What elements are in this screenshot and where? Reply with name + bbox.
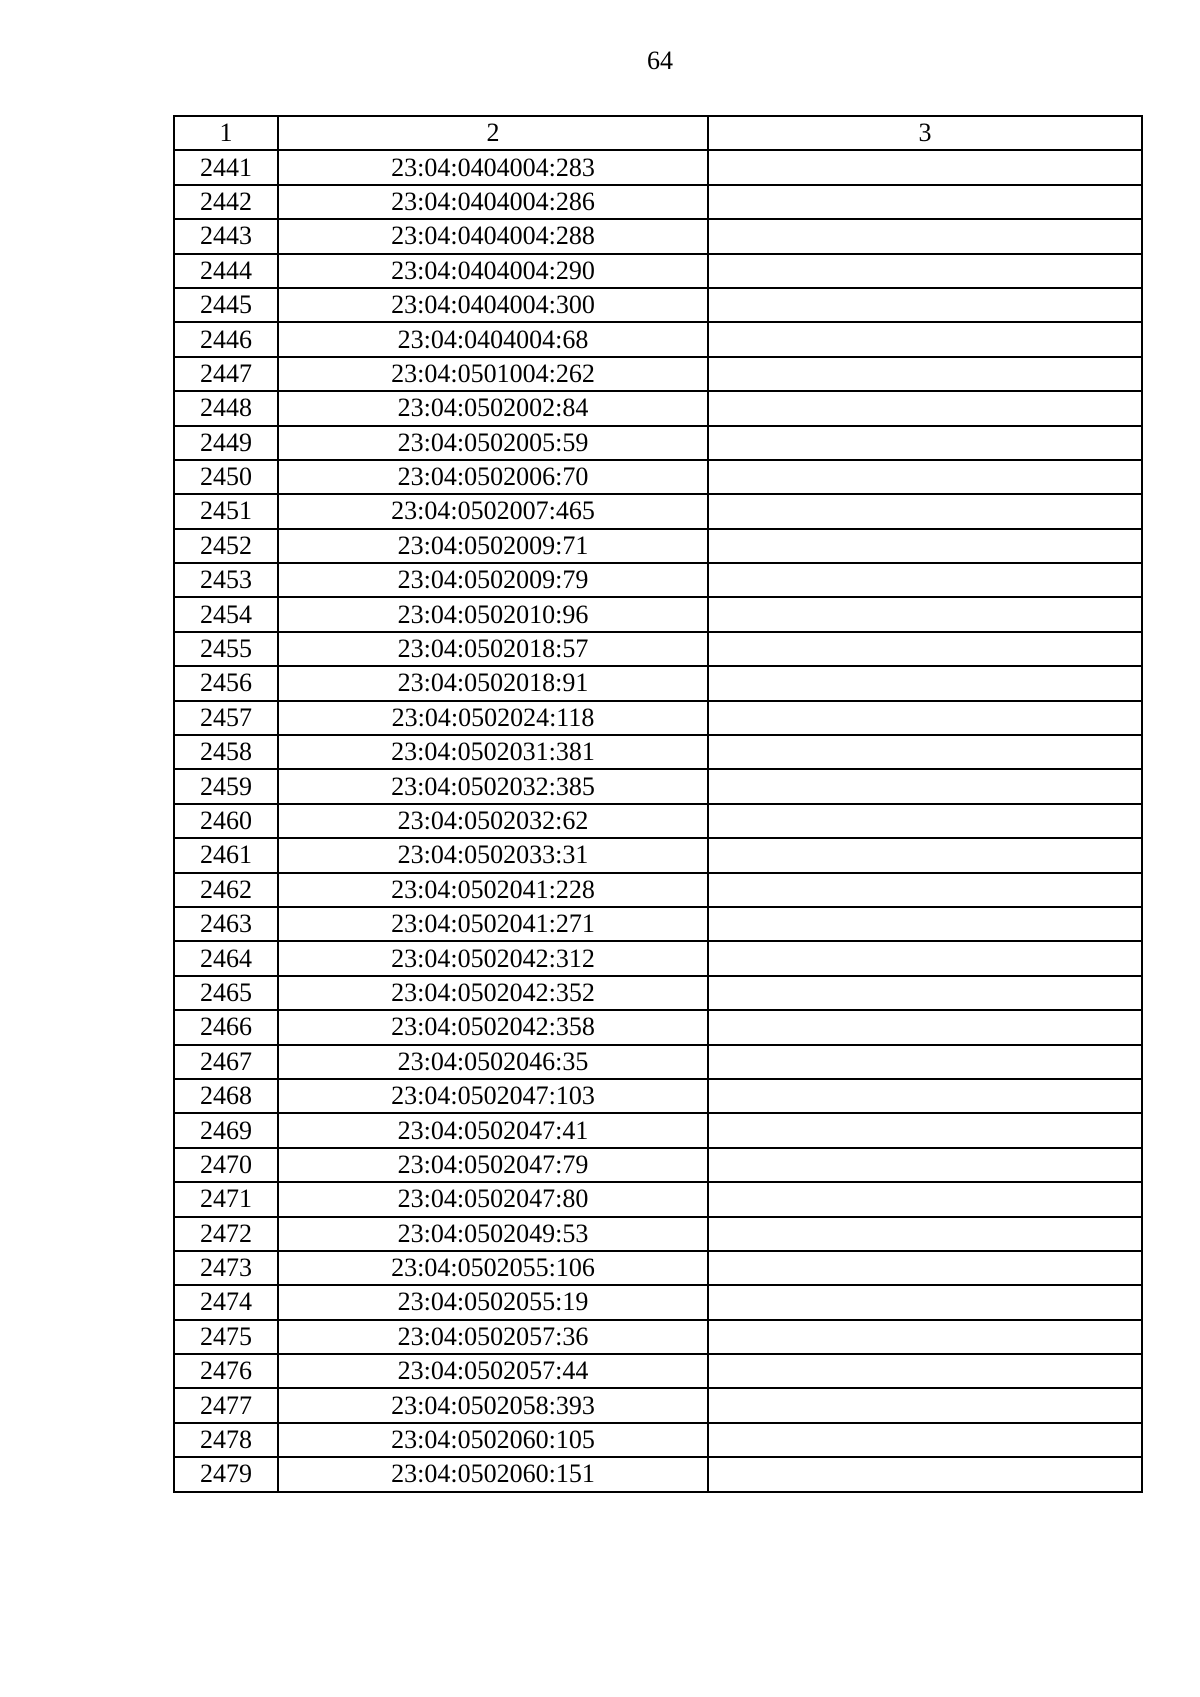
table-row <box>174 1148 1142 1182</box>
empty-cell <box>708 529 1142 563</box>
column-header-3: 3 <box>708 116 1142 150</box>
table-row <box>174 563 1142 597</box>
cadastral-number-cell: 23:04:0502009:71 <box>278 529 708 563</box>
row-number-cell: 2463 <box>174 907 278 941</box>
empty-cell <box>708 1148 1142 1182</box>
table-row <box>174 1182 1142 1216</box>
row-number-cell: 2446 <box>174 322 278 356</box>
empty-cell <box>708 254 1142 288</box>
empty-cell <box>708 838 1142 872</box>
empty-cell <box>708 563 1142 597</box>
table-row <box>174 907 1142 941</box>
row-number-cell: 2454 <box>174 597 278 631</box>
cadastral-number-cell: 23:04:0502007:465 <box>278 494 708 528</box>
table-body <box>174 116 1142 1492</box>
row-number-cell: 2467 <box>174 1045 278 1079</box>
cadastral-number-cell: 23:04:0502005:59 <box>278 426 708 460</box>
row-number-cell: 2445 <box>174 288 278 322</box>
cadastral-number-cell: 23:04:0502018:91 <box>278 666 708 700</box>
cadastral-number-cell: 23:04:0502042:312 <box>278 941 708 975</box>
table-row <box>174 873 1142 907</box>
empty-cell <box>708 735 1142 769</box>
row-number-cell: 2462 <box>174 873 278 907</box>
empty-cell <box>708 941 1142 975</box>
cadastral-number-cell: 23:04:0502041:271 <box>278 907 708 941</box>
row-number-cell: 2474 <box>174 1285 278 1319</box>
cadastral-number-cell: 23:04:0404004:290 <box>278 254 708 288</box>
cadastral-number-cell: 23:04:0502057:44 <box>278 1354 708 1388</box>
table-row <box>174 1217 1142 1251</box>
empty-cell <box>708 357 1142 391</box>
cadastral-number-cell: 23:04:0502047:41 <box>278 1113 708 1147</box>
cadastral-number-cell: 23:04:0502024:118 <box>278 701 708 735</box>
empty-cell <box>708 976 1142 1010</box>
cadastral-number-cell: 23:04:0502010:96 <box>278 597 708 631</box>
empty-cell <box>708 460 1142 494</box>
row-number-cell: 2442 <box>174 185 278 219</box>
empty-cell <box>708 804 1142 838</box>
cadastral-number-cell: 23:04:0502033:31 <box>278 838 708 872</box>
empty-cell <box>708 632 1142 666</box>
row-number-cell: 2473 <box>174 1251 278 1285</box>
row-number-cell: 2441 <box>174 150 278 184</box>
data-table <box>173 115 1143 1493</box>
table-row <box>174 1285 1142 1319</box>
empty-cell <box>708 1354 1142 1388</box>
empty-cell <box>708 288 1142 322</box>
cadastral-number-cell: 23:04:0501004:262 <box>278 357 708 391</box>
table-row <box>174 391 1142 425</box>
table-row <box>174 976 1142 1010</box>
cadastral-number-cell: 23:04:0502058:393 <box>278 1388 708 1422</box>
cadastral-number-cell: 23:04:0502046:35 <box>278 1045 708 1079</box>
cadastral-number-cell: 23:04:0502041:228 <box>278 873 708 907</box>
table-row <box>174 322 1142 356</box>
table-row <box>174 1423 1142 1457</box>
cadastral-number-cell: 23:04:0502018:57 <box>278 632 708 666</box>
table-row <box>174 1079 1142 1113</box>
table-row <box>174 288 1142 322</box>
empty-cell <box>708 1079 1142 1113</box>
row-number-cell: 2449 <box>174 426 278 460</box>
empty-cell <box>708 1045 1142 1079</box>
cadastral-number-cell: 23:04:0502055:19 <box>278 1285 708 1319</box>
table-header-row <box>174 116 1142 150</box>
empty-cell <box>708 769 1142 803</box>
row-number-cell: 2460 <box>174 804 278 838</box>
empty-cell <box>708 1320 1142 1354</box>
row-number-cell: 2443 <box>174 219 278 253</box>
column-header-1: 1 <box>174 116 278 150</box>
table-row <box>174 666 1142 700</box>
table-row <box>174 1045 1142 1079</box>
row-number-cell: 2465 <box>174 976 278 1010</box>
empty-cell <box>708 666 1142 700</box>
table-row <box>174 494 1142 528</box>
table-row <box>174 769 1142 803</box>
table-row <box>174 1113 1142 1147</box>
empty-cell <box>708 907 1142 941</box>
cadastral-number-cell: 23:04:0502057:36 <box>278 1320 708 1354</box>
table-row <box>174 632 1142 666</box>
column-header-2: 2 <box>278 116 708 150</box>
cadastral-number-cell: 23:04:0502006:70 <box>278 460 708 494</box>
empty-cell <box>708 1423 1142 1457</box>
cadastral-number-cell: 23:04:0404004:300 <box>278 288 708 322</box>
cadastral-number-cell: 23:04:0502032:385 <box>278 769 708 803</box>
table-row <box>174 529 1142 563</box>
table-row <box>174 735 1142 769</box>
row-number-cell: 2471 <box>174 1182 278 1216</box>
empty-cell <box>708 1217 1142 1251</box>
cadastral-number-cell: 23:04:0502047:79 <box>278 1148 708 1182</box>
cadastral-number-cell: 23:04:0502060:151 <box>278 1457 708 1491</box>
cadastral-number-cell: 23:04:0404004:286 <box>278 185 708 219</box>
row-number-cell: 2461 <box>174 838 278 872</box>
table-row <box>174 701 1142 735</box>
cadastral-number-cell: 23:04:0502042:352 <box>278 976 708 1010</box>
empty-cell <box>708 1113 1142 1147</box>
row-number-cell: 2479 <box>174 1457 278 1491</box>
cadastral-number-cell: 23:04:0502047:80 <box>278 1182 708 1216</box>
row-number-cell: 2451 <box>174 494 278 528</box>
row-number-cell: 2444 <box>174 254 278 288</box>
table-row <box>174 426 1142 460</box>
row-number-cell: 2447 <box>174 357 278 391</box>
empty-cell <box>708 494 1142 528</box>
table-row <box>174 838 1142 872</box>
cadastral-number-cell: 23:04:0502031:381 <box>278 735 708 769</box>
empty-cell <box>708 322 1142 356</box>
empty-cell <box>708 1457 1142 1491</box>
empty-cell <box>708 873 1142 907</box>
cadastral-number-cell: 23:04:0502060:105 <box>278 1423 708 1457</box>
row-number-cell: 2464 <box>174 941 278 975</box>
table-row <box>174 1457 1142 1491</box>
cadastral-number-cell: 23:04:0404004:68 <box>278 322 708 356</box>
row-number-cell: 2469 <box>174 1113 278 1147</box>
row-number-cell: 2455 <box>174 632 278 666</box>
row-number-cell: 2475 <box>174 1320 278 1354</box>
table-row <box>174 1388 1142 1422</box>
cadastral-number-cell: 23:04:0502055:106 <box>278 1251 708 1285</box>
cadastral-number-cell: 23:04:0502002:84 <box>278 391 708 425</box>
table-row <box>174 219 1142 253</box>
empty-cell <box>708 701 1142 735</box>
row-number-cell: 2478 <box>174 1423 278 1457</box>
cadastral-number-cell: 23:04:0502049:53 <box>278 1217 708 1251</box>
cadastral-number-cell: 23:04:0502047:103 <box>278 1079 708 1113</box>
cadastral-number-cell: 23:04:0502009:79 <box>278 563 708 597</box>
table-row <box>174 1320 1142 1354</box>
table-row <box>174 1010 1142 1044</box>
table-row <box>174 804 1142 838</box>
table-row <box>174 941 1142 975</box>
row-number-cell: 2452 <box>174 529 278 563</box>
empty-cell <box>708 185 1142 219</box>
empty-cell <box>708 219 1142 253</box>
table-row <box>174 150 1142 184</box>
cadastral-number-cell: 23:04:0502042:358 <box>278 1010 708 1044</box>
row-number-cell: 2476 <box>174 1354 278 1388</box>
row-number-cell: 2459 <box>174 769 278 803</box>
empty-cell <box>708 426 1142 460</box>
row-number-cell: 2472 <box>174 1217 278 1251</box>
table-row <box>174 357 1142 391</box>
row-number-cell: 2448 <box>174 391 278 425</box>
row-number-cell: 2470 <box>174 1148 278 1182</box>
table-row <box>174 254 1142 288</box>
empty-cell <box>708 391 1142 425</box>
empty-cell <box>708 1010 1142 1044</box>
row-number-cell: 2466 <box>174 1010 278 1044</box>
cadastral-number-cell: 23:04:0502032:62 <box>278 804 708 838</box>
empty-cell <box>708 1182 1142 1216</box>
page-number: 64 <box>647 46 673 75</box>
cadastral-number-cell: 23:04:0404004:288 <box>278 219 708 253</box>
table-row <box>174 1354 1142 1388</box>
table-row <box>174 460 1142 494</box>
row-number-cell: 2450 <box>174 460 278 494</box>
row-number-cell: 2458 <box>174 735 278 769</box>
empty-cell <box>708 150 1142 184</box>
row-number-cell: 2468 <box>174 1079 278 1113</box>
row-number-cell: 2453 <box>174 563 278 597</box>
table-row <box>174 597 1142 631</box>
table-row <box>174 185 1142 219</box>
empty-cell <box>708 1285 1142 1319</box>
row-number-cell: 2457 <box>174 701 278 735</box>
row-number-cell: 2456 <box>174 666 278 700</box>
empty-cell <box>708 1251 1142 1285</box>
empty-cell <box>708 1388 1142 1422</box>
row-number-cell: 2477 <box>174 1388 278 1422</box>
table-row <box>174 1251 1142 1285</box>
empty-cell <box>708 597 1142 631</box>
cadastral-number-cell: 23:04:0404004:283 <box>278 150 708 184</box>
